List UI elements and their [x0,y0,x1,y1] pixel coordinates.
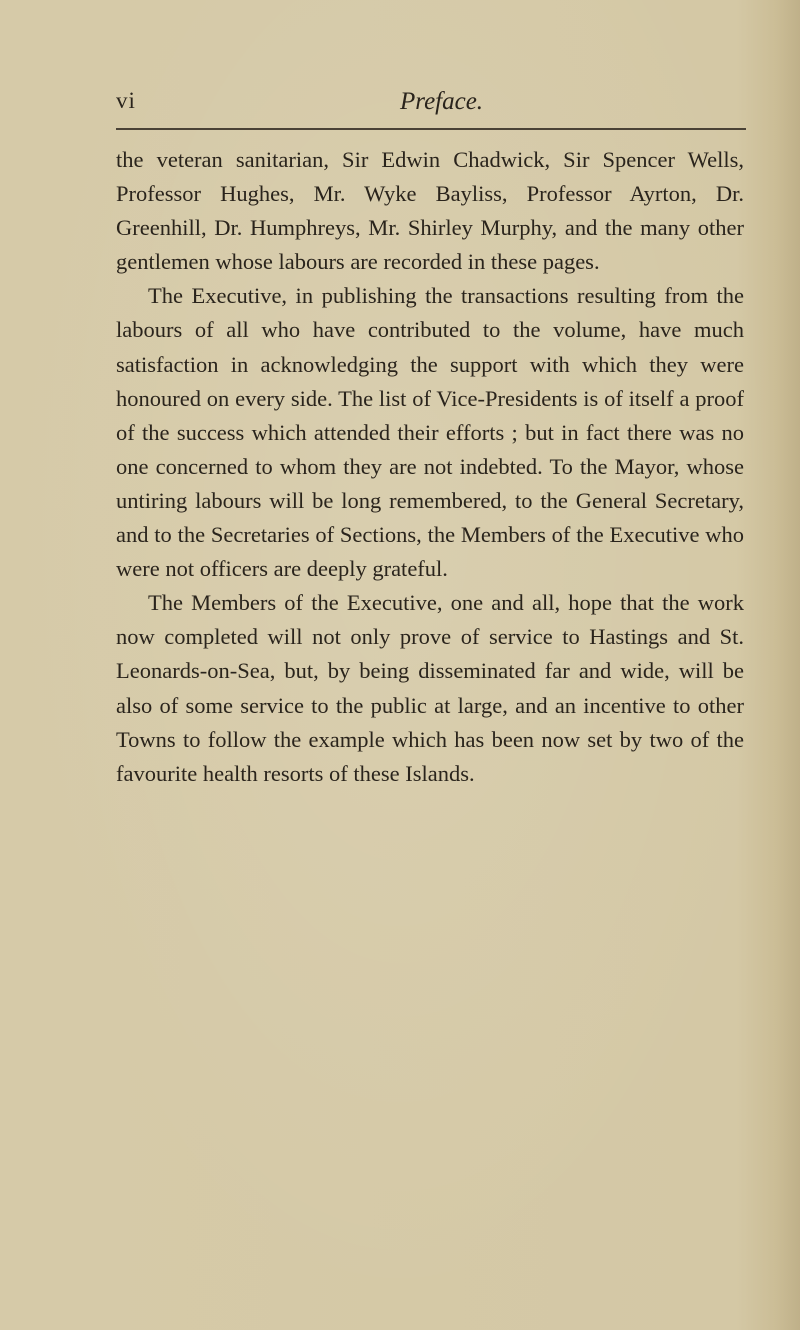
paragraph-members: The Members of the Executive, one and all, hope that the work now completed will not only prove of service to Hastings and St. Leonards-on-Sea, but, by being disseminated far and wide, will be also of some service to the public at large, and an incentive to other Towns to follow the example which has been now set by two of the favourite health resorts of these Islands. [116,590,744,786]
paragraph-executive: The Executive, in publishing the transactions resulting from the labours of all who have contributed to the volume, have much satisfaction in acknowledging the support with which they were honoured on every side. The list of Vice-Presidents is of itself a proof of the success which attended their efforts ; but in fact there was no one concerned to whom they are not indebted. To the Mayor, whose untiring labours will be long remembered, to the General Secretary, and to the Secretaries of Sections, the Members of the Executive who were not officers are deeply grateful. [116,283,744,582]
running-head-title: Preface. [400,88,484,115]
header-rule [116,128,746,130]
body-text [116,143,744,791]
running-head [116,88,716,122]
paragraph-continuation: the veteran sanitarian, Sir Edwin Chadwick, Sir Spencer Wells, Professor Hughes, Mr. Wyke Bayliss, Professor Ayrton, Dr. Greenhill, Dr. Humphreys, Mr. Shirley Murphy, and the many other gentlemen whose labours are recorded in these pages. [116,147,744,275]
page-number: vi [116,88,136,113]
